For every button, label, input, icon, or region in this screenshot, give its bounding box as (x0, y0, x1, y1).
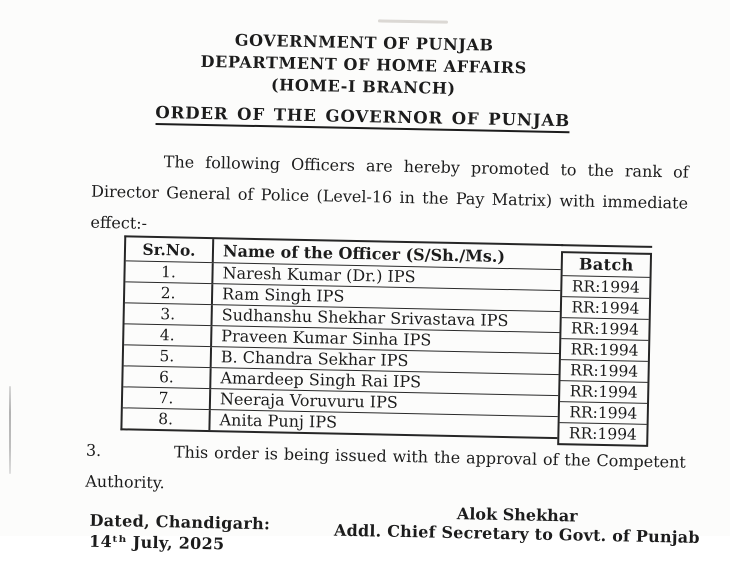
row-batch: RR:1994 (560, 401, 647, 424)
government-header (0, 25, 729, 106)
row-srno: 6. (123, 366, 211, 388)
row-srno: 1. (125, 261, 213, 283)
row-batch: RR:1994 (559, 422, 646, 445)
dated-label: Dated, Chandigarh: (89, 510, 271, 534)
row-srno: 5. (124, 345, 212, 367)
row-officer-name: Anita Punj IPS (219, 410, 338, 432)
clause-3-paragraph (85, 435, 686, 509)
row-srno: 8. (122, 408, 210, 430)
header-line-government: GOVERNMENT OF PUNJAB (234, 30, 494, 55)
officers-table-batch-column (557, 251, 652, 447)
row-srno: 4. (124, 324, 212, 346)
header-officer-name: Name of the Officer (S/Sh./Ms.) (222, 241, 506, 266)
header-srno: Sr.No. (126, 237, 214, 262)
intro-line-2: Director General of Police (Level-16 in the Pay Matrix) with immediate (90, 181, 689, 213)
row-officer-name: Ram Singh IPS (221, 284, 345, 306)
clause-line-2: Authority. (85, 471, 165, 493)
intro-paragraph (90, 145, 689, 250)
intro-line-1: The following Officers are hereby promoted to the rank of (163, 152, 689, 182)
footer-signature-block (324, 501, 710, 548)
scanner-edge-artifact (9, 386, 11, 474)
row-officer-name: Sudhanshu Shekhar Srivastava IPS (221, 305, 509, 331)
header-line-department: DEPARTMENT OF HOME AFFAIRS (200, 51, 528, 78)
intro-line-3: effect:- (90, 212, 148, 233)
header-line-branch: (HOME-I BRANCH) (270, 75, 456, 98)
dated-value: 14ᵗʰ July, 2025 (88, 531, 225, 554)
row-batch: RR:1994 (561, 338, 648, 361)
officers-table (120, 235, 654, 446)
row-batch: RR:1994 (560, 359, 647, 382)
row-srno: 7. (123, 387, 211, 409)
clause-number: 3. (85, 440, 102, 460)
signatory-title: Addl. Chief Secretary to Govt. of Punjab (333, 520, 700, 547)
row-officer-name: Amardeep Singh Rai IPS (220, 368, 422, 392)
header-batch: Batch (578, 254, 634, 275)
order-title-wrap (0, 100, 728, 137)
clause-line-1: This order is being issued with the approval of the Competent (173, 442, 687, 472)
signatory-name: Alok Shekhar (456, 504, 578, 526)
row-officer-name: B. Chandra Sekhar IPS (220, 347, 409, 371)
row-batch: RR:1994 (561, 317, 648, 340)
row-officer-name: Neeraja Voruvuru IPS (219, 389, 398, 412)
row-batch: RR:1994 (562, 296, 649, 319)
row-batch: RR:1994 (560, 380, 647, 403)
row-officer-name: Naresh Kumar (Dr.) IPS (222, 263, 416, 287)
officers-table-main (120, 235, 563, 439)
footer-dated-block (89, 510, 271, 556)
row-officer-name: Praveen Kumar Sinha IPS (221, 326, 432, 350)
row-srno: 2. (125, 282, 213, 304)
table-top-border-segment (561, 244, 652, 248)
row-srno: 3. (125, 303, 213, 325)
order-title: ORDER OF THE GOVERNOR OF PUNJAB (155, 103, 570, 133)
row-batch: RR:1994 (562, 275, 649, 298)
